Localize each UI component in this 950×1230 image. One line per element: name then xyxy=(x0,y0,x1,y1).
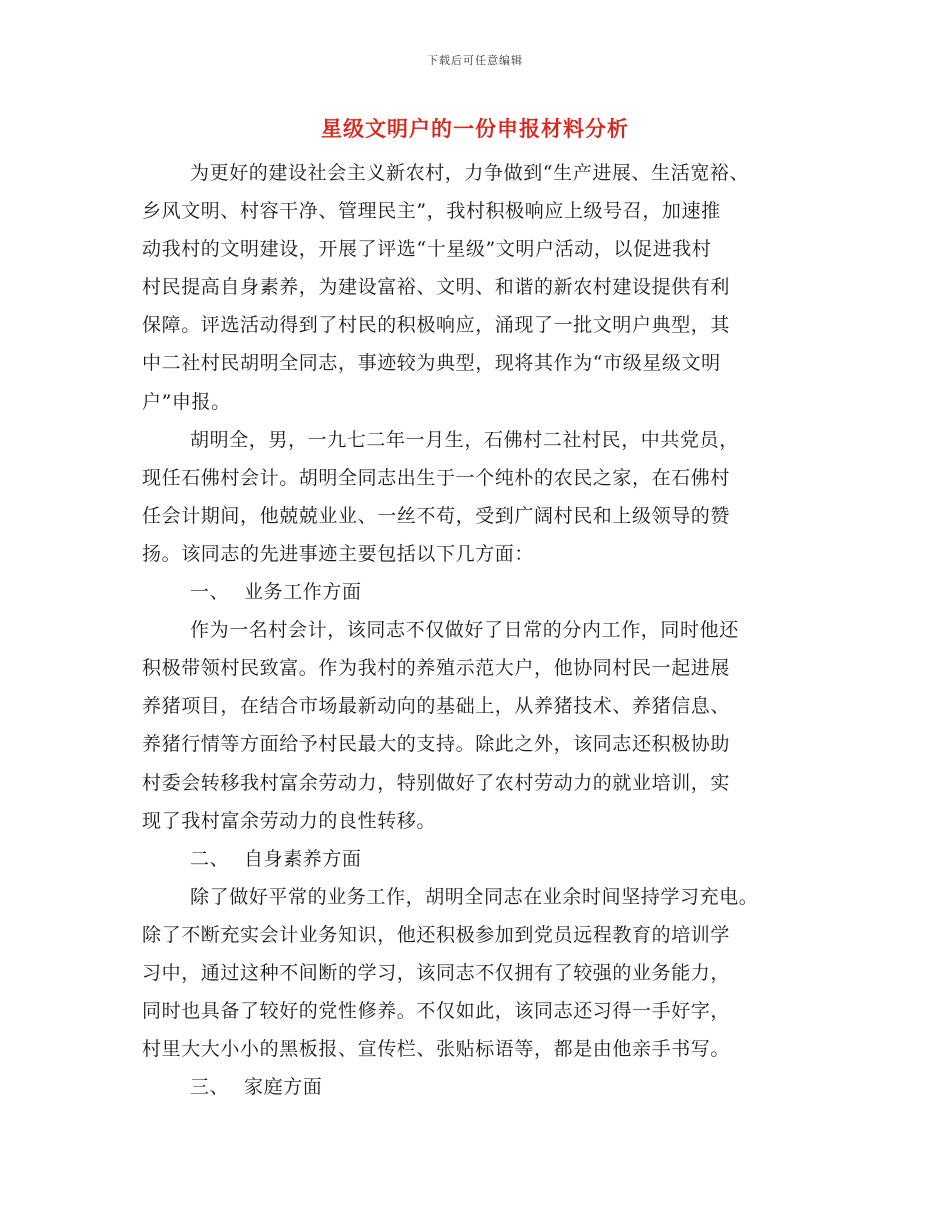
document-body xyxy=(142,154,812,1106)
paragraph-line: 积极带领村民致富。作为我村的养殖示范大户，他协同村民一起进展 xyxy=(142,657,731,680)
paragraph-line: 习中，通过这种不间断的学习，该同志不仅拥有了较强的业务能力， xyxy=(142,961,731,984)
paragraph-line: 任会计期间，他兢兢业业、一丝不苟，受到广阔村民和上级领导的赞 xyxy=(142,504,731,527)
paragraph-line: 胡明全，男，一九七二年一月生，石佛村二社村民，中共党员， xyxy=(190,428,739,451)
section-heading xyxy=(142,840,812,878)
paragraph-line: 乡风文明、村容干净、管理民主”，我村积极响应上级号召，加速推 xyxy=(142,200,721,223)
paragraph-line: 现了我村富余劳动力的良性转移。 xyxy=(142,809,437,832)
paragraph-line: 扬。该同志的先进事迹主要包括以下几方面： xyxy=(142,542,535,565)
section-heading xyxy=(142,1068,812,1106)
paragraph-line: 为更好的建设社会主义新农村，力争做到“生产进展、生活宽裕、 xyxy=(190,162,750,184)
header-note: 下载后可任意编辑 xyxy=(427,54,523,67)
section-number: 二、 xyxy=(190,847,230,870)
paragraph-line: 村里大大小小的黑板报、宣传栏、张贴标语等，都是由他亲手书写。 xyxy=(142,1038,731,1061)
section-number: 三、 xyxy=(190,1076,230,1099)
document-title: 星级文明户的一份申报材料分析 xyxy=(321,116,629,141)
paragraph-line: 现任石佛村会计。胡明全同志出生于一个纯朴的农民之家，在石佛村 xyxy=(142,466,731,489)
section-heading-text: 家庭方面 xyxy=(244,1076,323,1099)
paragraph-line: 中二社村民胡明全同志，事迹较为典型，现将其作为“市级星级文明 xyxy=(142,352,721,375)
paragraph-line: 除了做好平常的业务工作，胡明全同志在业余时间坚持学习充电。 xyxy=(190,885,759,908)
paragraph-line: 作为一名村会计，该同志不仅做好了日常的分内工作，同时他还 xyxy=(190,619,739,642)
paragraph-line: 养猪项目，在结合市场最新动向的基础上，从养猪技术、养猪信息、 xyxy=(142,695,731,718)
section-number: 一、 xyxy=(190,581,230,604)
paragraph-line: 动我村的文明建设，开展了评选“十星级”文明户活动，以促进我村 xyxy=(142,238,712,261)
section-heading-text: 自身素养方面 xyxy=(244,847,362,870)
paragraph-line: 除了不断充实会计业务知识，他还积极参加到党员远程教育的培训学 xyxy=(142,923,731,946)
paragraph-line: 户”申报。 xyxy=(142,390,231,413)
section-heading xyxy=(142,573,812,611)
paragraph-line: 养猪行情等方面给予村民最大的支持。除此之外，该同志还积极协助 xyxy=(142,733,731,756)
section-heading-text: 业务工作方面 xyxy=(244,581,362,604)
paragraph-line: 村民提高自身素养，为建设富裕、文明、和谐的新农村建设提供有利 xyxy=(142,276,731,299)
paragraph-line: 保障。评选活动得到了村民的积极响应，涌现了一批文明户典型，其 xyxy=(142,314,731,337)
paragraph-line: 村委会转移我村富余劳动力，特别做好了农村劳动力的就业培训，实 xyxy=(142,771,731,794)
paragraph-line: 同时也具备了较好的党性修养。不仅如此，该同志还习得一手好字， xyxy=(142,1000,731,1023)
